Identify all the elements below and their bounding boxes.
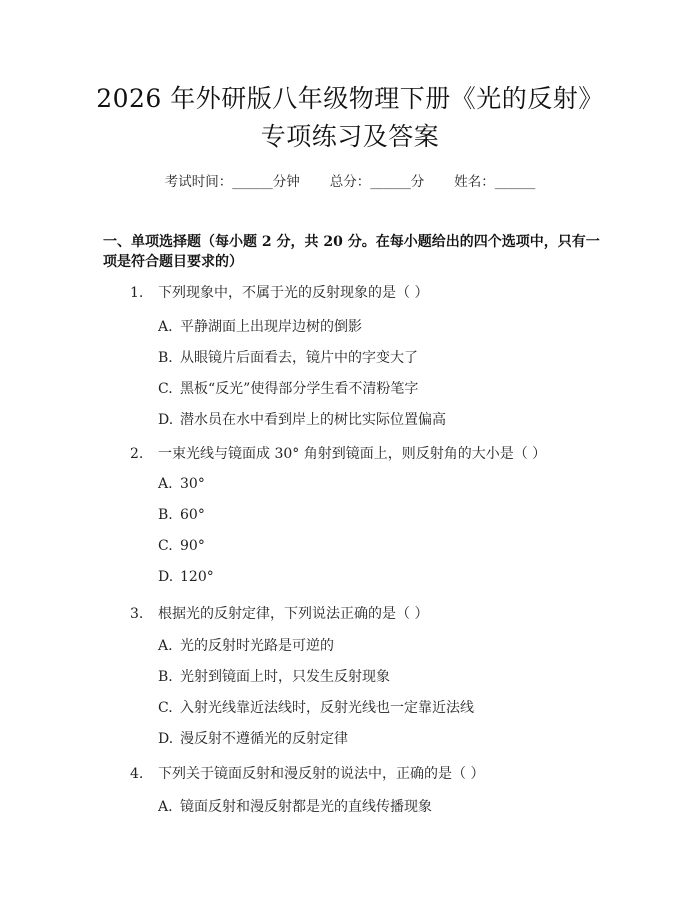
option-letter: D. (158, 731, 174, 747)
option-letter: C. (158, 538, 173, 554)
option-letter: A. (158, 799, 173, 815)
question-3-option-d (158, 728, 348, 748)
option-text: 潜水员在水中看到岸上的树比实际位置偏高 (180, 412, 446, 428)
question-number: 2. (130, 446, 144, 462)
question-1 (130, 282, 428, 302)
question-1-option-d (158, 409, 446, 429)
exam-meta (0, 170, 700, 190)
question-3-option-a (158, 635, 334, 655)
option-text: 60° (180, 507, 205, 523)
option-letter: A. (158, 476, 173, 492)
question-4-option-a (158, 796, 432, 816)
question-number: 3. (130, 606, 144, 622)
question-3 (130, 603, 428, 623)
question-1-option-b (158, 347, 418, 367)
question-2 (130, 443, 546, 463)
option-letter: C. (158, 700, 173, 716)
option-text: 从眼镜片后面看去，镜片中的字变大了 (180, 350, 418, 366)
question-1-option-a (158, 316, 362, 336)
question-2-option-d (158, 569, 214, 585)
option-text: 镜面反射和漫反射都是光的直线传播现象 (180, 799, 432, 815)
question-2-option-c (158, 538, 205, 554)
document-title-line1: 2026 年外研版八年级物理下册《光的反射》 (96, 84, 604, 113)
question-number: 4. (130, 766, 144, 782)
option-letter: B. (158, 507, 173, 523)
question-3-option-b (158, 666, 390, 686)
option-text: 平静湖面上出现岸边树的倒影 (180, 319, 362, 335)
option-letter: D. (158, 569, 174, 585)
option-letter: C. (158, 381, 173, 397)
option-letter: A. (158, 638, 173, 654)
question-1-option-c (158, 378, 418, 398)
option-text: 120° (180, 569, 214, 585)
option-text: 30° (180, 476, 205, 492)
exam-time-field: 考试时间：______分钟 (164, 174, 300, 190)
option-text: 黑板“反光”使得部分学生看不清粉笔字 (180, 381, 419, 397)
option-letter: B. (158, 669, 173, 685)
question-text: 一束光线与镜面成 30° 角射到镜面上，则反射角的大小是（ ） (158, 446, 547, 462)
question-2-option-a (158, 476, 205, 492)
question-2-option-b (158, 507, 205, 523)
question-text: 根据光的反射定律，下列说法正确的是（ ） (158, 606, 429, 622)
option-letter: D. (158, 412, 174, 428)
question-4 (130, 763, 484, 783)
section-heading: 一、单项选择题（每小题 2 分，共 20 分。在每小题给出的四个选项中，只有一项是符合题目要求的） (103, 234, 600, 270)
question-text: 下列关于镜面反射和漫反射的说法中，正确的是（ ） (158, 766, 485, 782)
option-letter: B. (158, 350, 173, 366)
option-text: 光的反射时光路是可逆的 (180, 638, 334, 654)
total-score-field: 总分：______分 (329, 174, 425, 190)
option-text: 90° (180, 538, 205, 554)
option-letter: A. (158, 319, 173, 335)
option-text: 漫反射不遵循光的反射定律 (180, 731, 348, 747)
option-text: 入射光线靠近法线时，反射光线也一定靠近法线 (180, 700, 474, 716)
name-field: 姓名：______ (454, 174, 536, 190)
option-text: 光射到镜面上时，只发生反射现象 (180, 669, 390, 685)
question-text: 下列现象中，不属于光的反射现象的是（ ） (158, 285, 429, 301)
question-3-option-c (158, 697, 474, 717)
question-number: 1. (130, 285, 144, 301)
document-title-line2: 专项练习及答案 (260, 122, 440, 151)
